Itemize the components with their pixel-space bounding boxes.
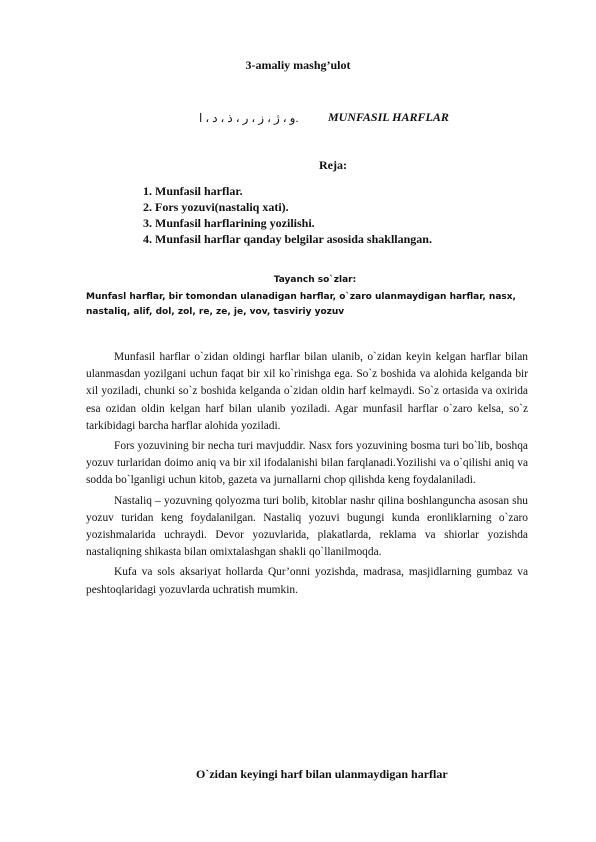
plan-title: Reja: [319, 158, 347, 172]
section-heading: MUNFASIL HARFLAR [328, 110, 449, 124]
keywords-title: Tayanch so`zlar: [273, 275, 357, 285]
arabic-letters: و ، ژ ، ز ، ر ، ذ ، د ، ا. [199, 111, 299, 125]
paragraph: Nastaliq – yozuvning qolyozma turi bolib, kitoblar nashr qilina boshlanguncha asosan shu yozuv turidan keng foydalanilgan. Nastaliq yozuvi bugungi kunda eronliklarning o`zaro yozishmalarida uchraydi. Devor yozuvlarida, plakatlarda, reklama va shiorlar yozishda nastaliqning shikasta bilan omixtalashgan shakli qo`llanilmoqda. [86, 494, 528, 559]
plan-item: 4. Munfasil harflar qanday belgilar asosida shakllangan. [143, 232, 432, 246]
paragraph: Munfasil harflar o`zidan oldingi harflar bilan ulanib, o`zidan keyin kelgan harflar bilan ulanmasdan yozilgani uchun faqat bir xil ko`rinishga ega. So`z boshida va alohida kelganda bir xil yoziladi, chunki so`z boshida kelganda o`zidan oldin harf kelmaydi. So`z ortasida va oxirida esa ozidan oldin kelgan harf bilan ulanib yoziladi. Agar munfasil harflar o`zaro kelsa, so`z tarkibidagi barcha harflar alohida yoziladi. [86, 351, 528, 432]
page-title: 3-amaliy mashg’ulot [245, 58, 351, 72]
body-text [86, 349, 528, 602]
plan-list [143, 183, 432, 247]
paragraph: Fors yozuvining bir necha turi mavjuddir. Nasx fors yozuvining bosma turi bo`lib, boshqa yozuv turlaridan doimo aniq va bir xil ifodalanishi bilan farqlanadi.Yozilishi va o`qilishi aniq va sodda bo`lganligi uchun kitob, gazeta va jurnallarni chop qilishda keng foydalaniladi. [86, 440, 528, 487]
keywords-text: Munfasl harflar, bir tomondan ulanadigan harflar, o`zaro ulanmaydigan harflar, nasx, nastaliq, alif, dol, zol, re, ze, je, vov, tasviriy yozuv [86, 292, 516, 317]
plan-item: 3. Munfasil harflarining yozilishi. [143, 216, 315, 230]
subsection-title: O`zidan keyingi harf bilan ulanmaydigan harflar [196, 767, 448, 781]
plan-item: 2. Fors yozuvi(nastaliq xati). [143, 200, 289, 214]
plan-item: 1. Munfasil harflar. [143, 184, 243, 198]
paragraph: Kufa va sols aksariyat hollarda Qur’onni yozishda, madrasa, masjidlarning gumbaz va peshtoqlaridagi yozuvlarda uchratish mumkin. [86, 566, 528, 596]
